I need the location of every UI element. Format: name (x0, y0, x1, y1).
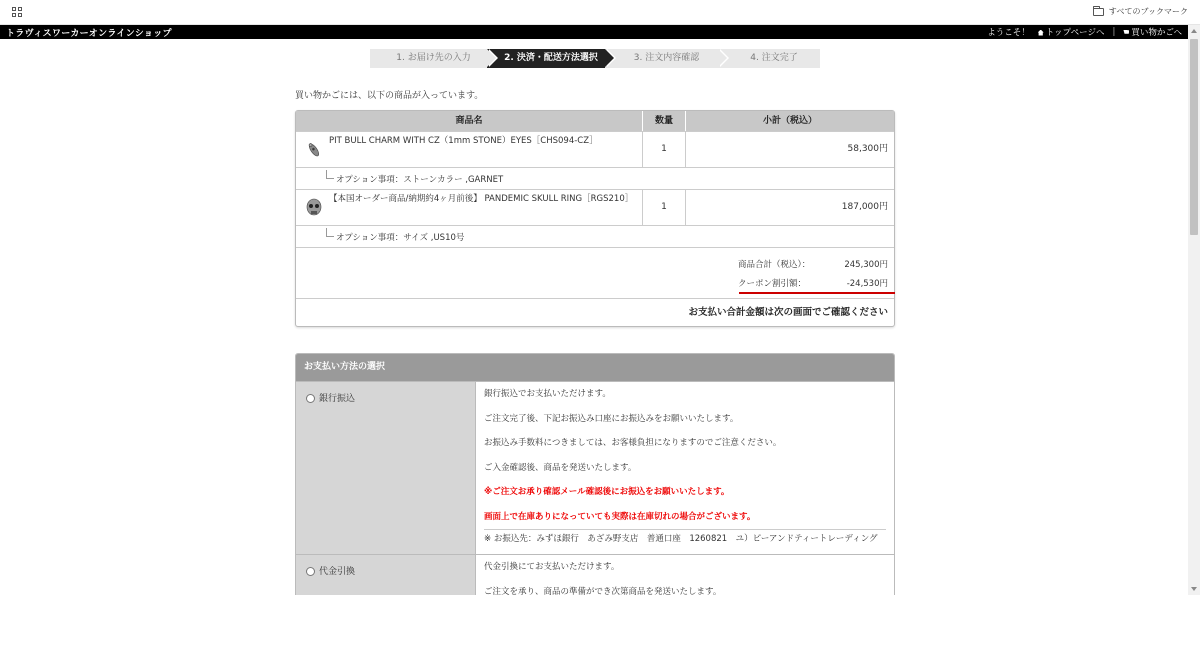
item-name[interactable]: 【本国オーダー商品/納期約4ヶ月前後】 PANDEMIC SKULL RING［RGS210］ (329, 194, 634, 204)
vertical-scrollbar[interactable] (1188, 25, 1200, 595)
scroll-down-arrow-icon[interactable] (1191, 587, 1197, 591)
header-quantity: 数量 (643, 111, 686, 131)
cart-intro-text: 買い物かごには、以下の商品が入っています。 (295, 91, 484, 101)
checkout-steps (370, 49, 820, 68)
scroll-up-arrow-icon[interactable] (1191, 29, 1197, 33)
item-option: オプション事項：サイズ ,US10号 (336, 233, 465, 243)
skull-ring-thumbnail (304, 198, 324, 218)
step-2-active: 2. 決済・配送方法選択 (487, 49, 605, 68)
cart-icon (1123, 30, 1129, 36)
item-quantity: 1 (643, 190, 686, 225)
item-option-row (296, 225, 894, 247)
site-header (0, 25, 1188, 39)
header-product-name: 商品名 (296, 111, 643, 131)
all-bookmarks-button[interactable] (1093, 6, 1188, 17)
item-name-cell (296, 132, 643, 167)
item-name[interactable]: PIT BULL CHARM WITH CZ（1mm STONE）EYES［CHS094-CZ］ (329, 136, 598, 146)
payment-section-title: お支払い方法の選択 (296, 354, 894, 381)
coupon-highlight-underline (739, 292, 895, 294)
cart-table (295, 110, 895, 327)
description-line: ご注文完了後、下記お振込み口座にお振込みをお願いいたします。 (484, 413, 739, 424)
coupon-discount-label: クーポン割引額： (738, 279, 807, 289)
goods-total-label: 商品合計（税込）： (738, 260, 811, 270)
warning-line: ※ご注文お承り確認メール確認後にお振込をお願いいたします。 (484, 487, 730, 497)
cash-on-delivery-label[interactable]: 代金引換 (319, 567, 356, 577)
page-viewport (0, 25, 1188, 595)
cash-on-delivery-radio[interactable] (306, 567, 315, 576)
cart-item-row (296, 131, 894, 167)
step-4: 4. 注文完了 (718, 49, 820, 68)
item-name-cell (296, 190, 643, 225)
payment-total-note: お支払い合計金額は次の画面でご確認ください (296, 298, 894, 326)
bank-transfer-label[interactable]: 銀行振込 (319, 394, 356, 404)
bookmarks-bar (0, 0, 1200, 25)
payment-method-section (295, 353, 895, 595)
apps-grid-icon[interactable] (12, 7, 22, 17)
cash-on-delivery-description (476, 555, 894, 595)
header-subtotal: 小計（税込） (762, 116, 817, 126)
cart-totals (296, 247, 894, 298)
step-1: 1. お届け先の入力 (370, 49, 487, 68)
coupon-discount-value: -24,530円 (846, 279, 888, 289)
description-line: ご入金確認後、商品を発送いたします。 (484, 462, 637, 473)
top-page-link[interactable] (1038, 26, 1105, 38)
item-price: 187,000円 (841, 202, 888, 212)
goods-total-line (738, 258, 888, 270)
home-icon (1038, 30, 1044, 36)
all-bookmarks-label: すべてのブックマーク (1108, 7, 1188, 16)
payment-option-cash-on-delivery (296, 554, 894, 595)
description-line: 代金引換にてお支払いただけます。 (484, 562, 620, 572)
description-line: ご注文を承り、商品の準備ができ次第商品を発送いたします。 (484, 586, 722, 595)
scrollbar-thumb[interactable] (1190, 39, 1198, 235)
payment-option-bank-transfer (296, 381, 894, 554)
step-3: 3. 注文内容確認 (605, 49, 718, 68)
coupon-discount-line (738, 277, 888, 289)
payment-option-cell (296, 555, 476, 595)
header-links (987, 26, 1182, 38)
top-page-label: トップページへ (1045, 28, 1105, 38)
goods-total-value: 245,300円 (844, 260, 888, 270)
cart-link[interactable] (1123, 26, 1182, 38)
welcome-text: ようこそ！ (987, 28, 1030, 38)
bank-account-info: ※ お振込先：みずほ銀行 あざみ野支店 普通口座 1260821 ユ）ピーアンドティートレーディング (484, 529, 886, 550)
shop-name-link[interactable]: トラヴィスワーカーオンラインショップ (6, 29, 172, 39)
item-price: 58,300円 (847, 144, 888, 154)
item-option: オプション事項：ストーンカラー ,GARNET (336, 175, 504, 185)
bank-transfer-radio[interactable] (306, 394, 315, 403)
cart-table-header (296, 111, 894, 131)
cart-label: 買い物かごへ (1131, 28, 1182, 38)
cart-item-row (296, 189, 894, 225)
item-quantity: 1 (643, 132, 686, 167)
description-line: 銀行振込でお支払いただけます。 (484, 389, 611, 399)
bank-transfer-description (476, 382, 894, 554)
item-option-row (296, 167, 894, 189)
charm-thumbnail (304, 140, 324, 160)
warning-line: 画面上で在庫ありになっていても実際は在庫切れの場合がございます。 (484, 511, 756, 522)
header-separator: | (1112, 27, 1116, 37)
description-line: お振込み手数料につきましては、お客様負担になりますのでご注意ください。 (484, 438, 782, 448)
payment-option-cell (296, 382, 476, 554)
folder-icon (1093, 8, 1104, 16)
